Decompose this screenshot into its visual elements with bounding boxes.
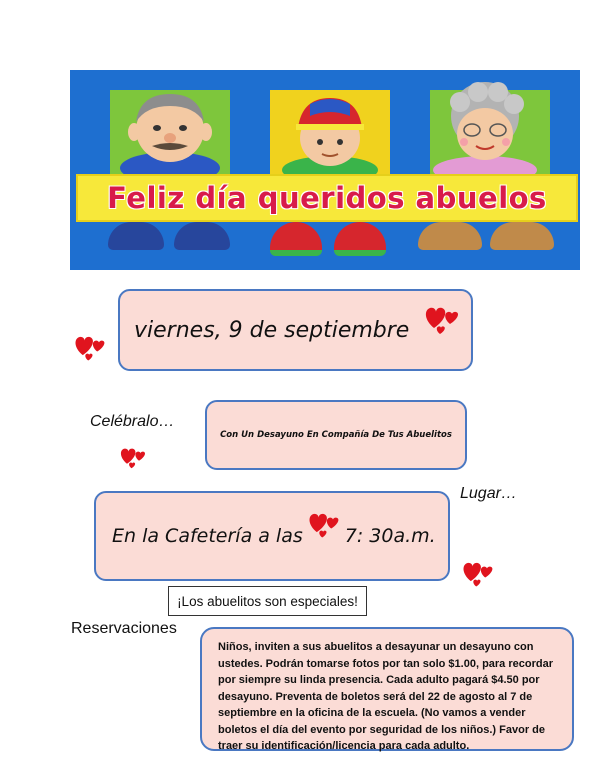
celebrate-text: Con Un Desayuno En Compañía De Tus Abuelitos (220, 430, 452, 440)
shoe-left (174, 222, 230, 250)
shoe-center (270, 222, 322, 256)
shoe-left (108, 222, 164, 250)
location-box (94, 491, 450, 581)
heart-icon (118, 444, 148, 470)
grandmother-illustration (420, 80, 550, 178)
location-label: Lugar… (460, 485, 517, 502)
child-illustration (270, 88, 390, 178)
shoe-center (334, 222, 386, 256)
special-note-text: ¡Los abuelitos son especiales! (177, 593, 358, 609)
shoe-right (490, 222, 554, 250)
reservations-details: Niños, inviten a sus abuelitos a desayunar un desayuno con ustedes. Podrán tomarse fotos por tan solo $1.00, para recordar por siempre su linda presencia. Cada adulto pagará $4.50 por desayuno. Preventa de boletos será del 22 de agosto al 7 de septiembre en la oficina de la escuela. (No vamos a vender boletos el día del evento por seguridad de los niños.) Favor de traer su identificación/licencia para cada adulto. (218, 641, 553, 752)
heart-icon (422, 302, 462, 336)
banner-title-band (76, 174, 578, 222)
special-note (168, 586, 367, 616)
banner-title: Feliz día queridos abuelos (107, 181, 547, 215)
grandfather-illustration (110, 88, 230, 178)
heart-icon (72, 330, 108, 364)
event-time: 7: 30a.m. (344, 525, 436, 547)
reservations-box (200, 627, 574, 751)
date-box (118, 289, 473, 371)
heart-icon (460, 556, 496, 590)
celebrate-label: Celébralo… (90, 413, 175, 430)
reservations-label: Reservaciones (71, 620, 177, 637)
shoe-right (418, 222, 482, 250)
heart-icon (306, 507, 342, 541)
event-date: viernes, 9 de septiembre (134, 317, 410, 343)
banner (70, 70, 580, 270)
celebrate-box (205, 400, 467, 470)
location-text: En la Cafetería a las (112, 525, 303, 547)
